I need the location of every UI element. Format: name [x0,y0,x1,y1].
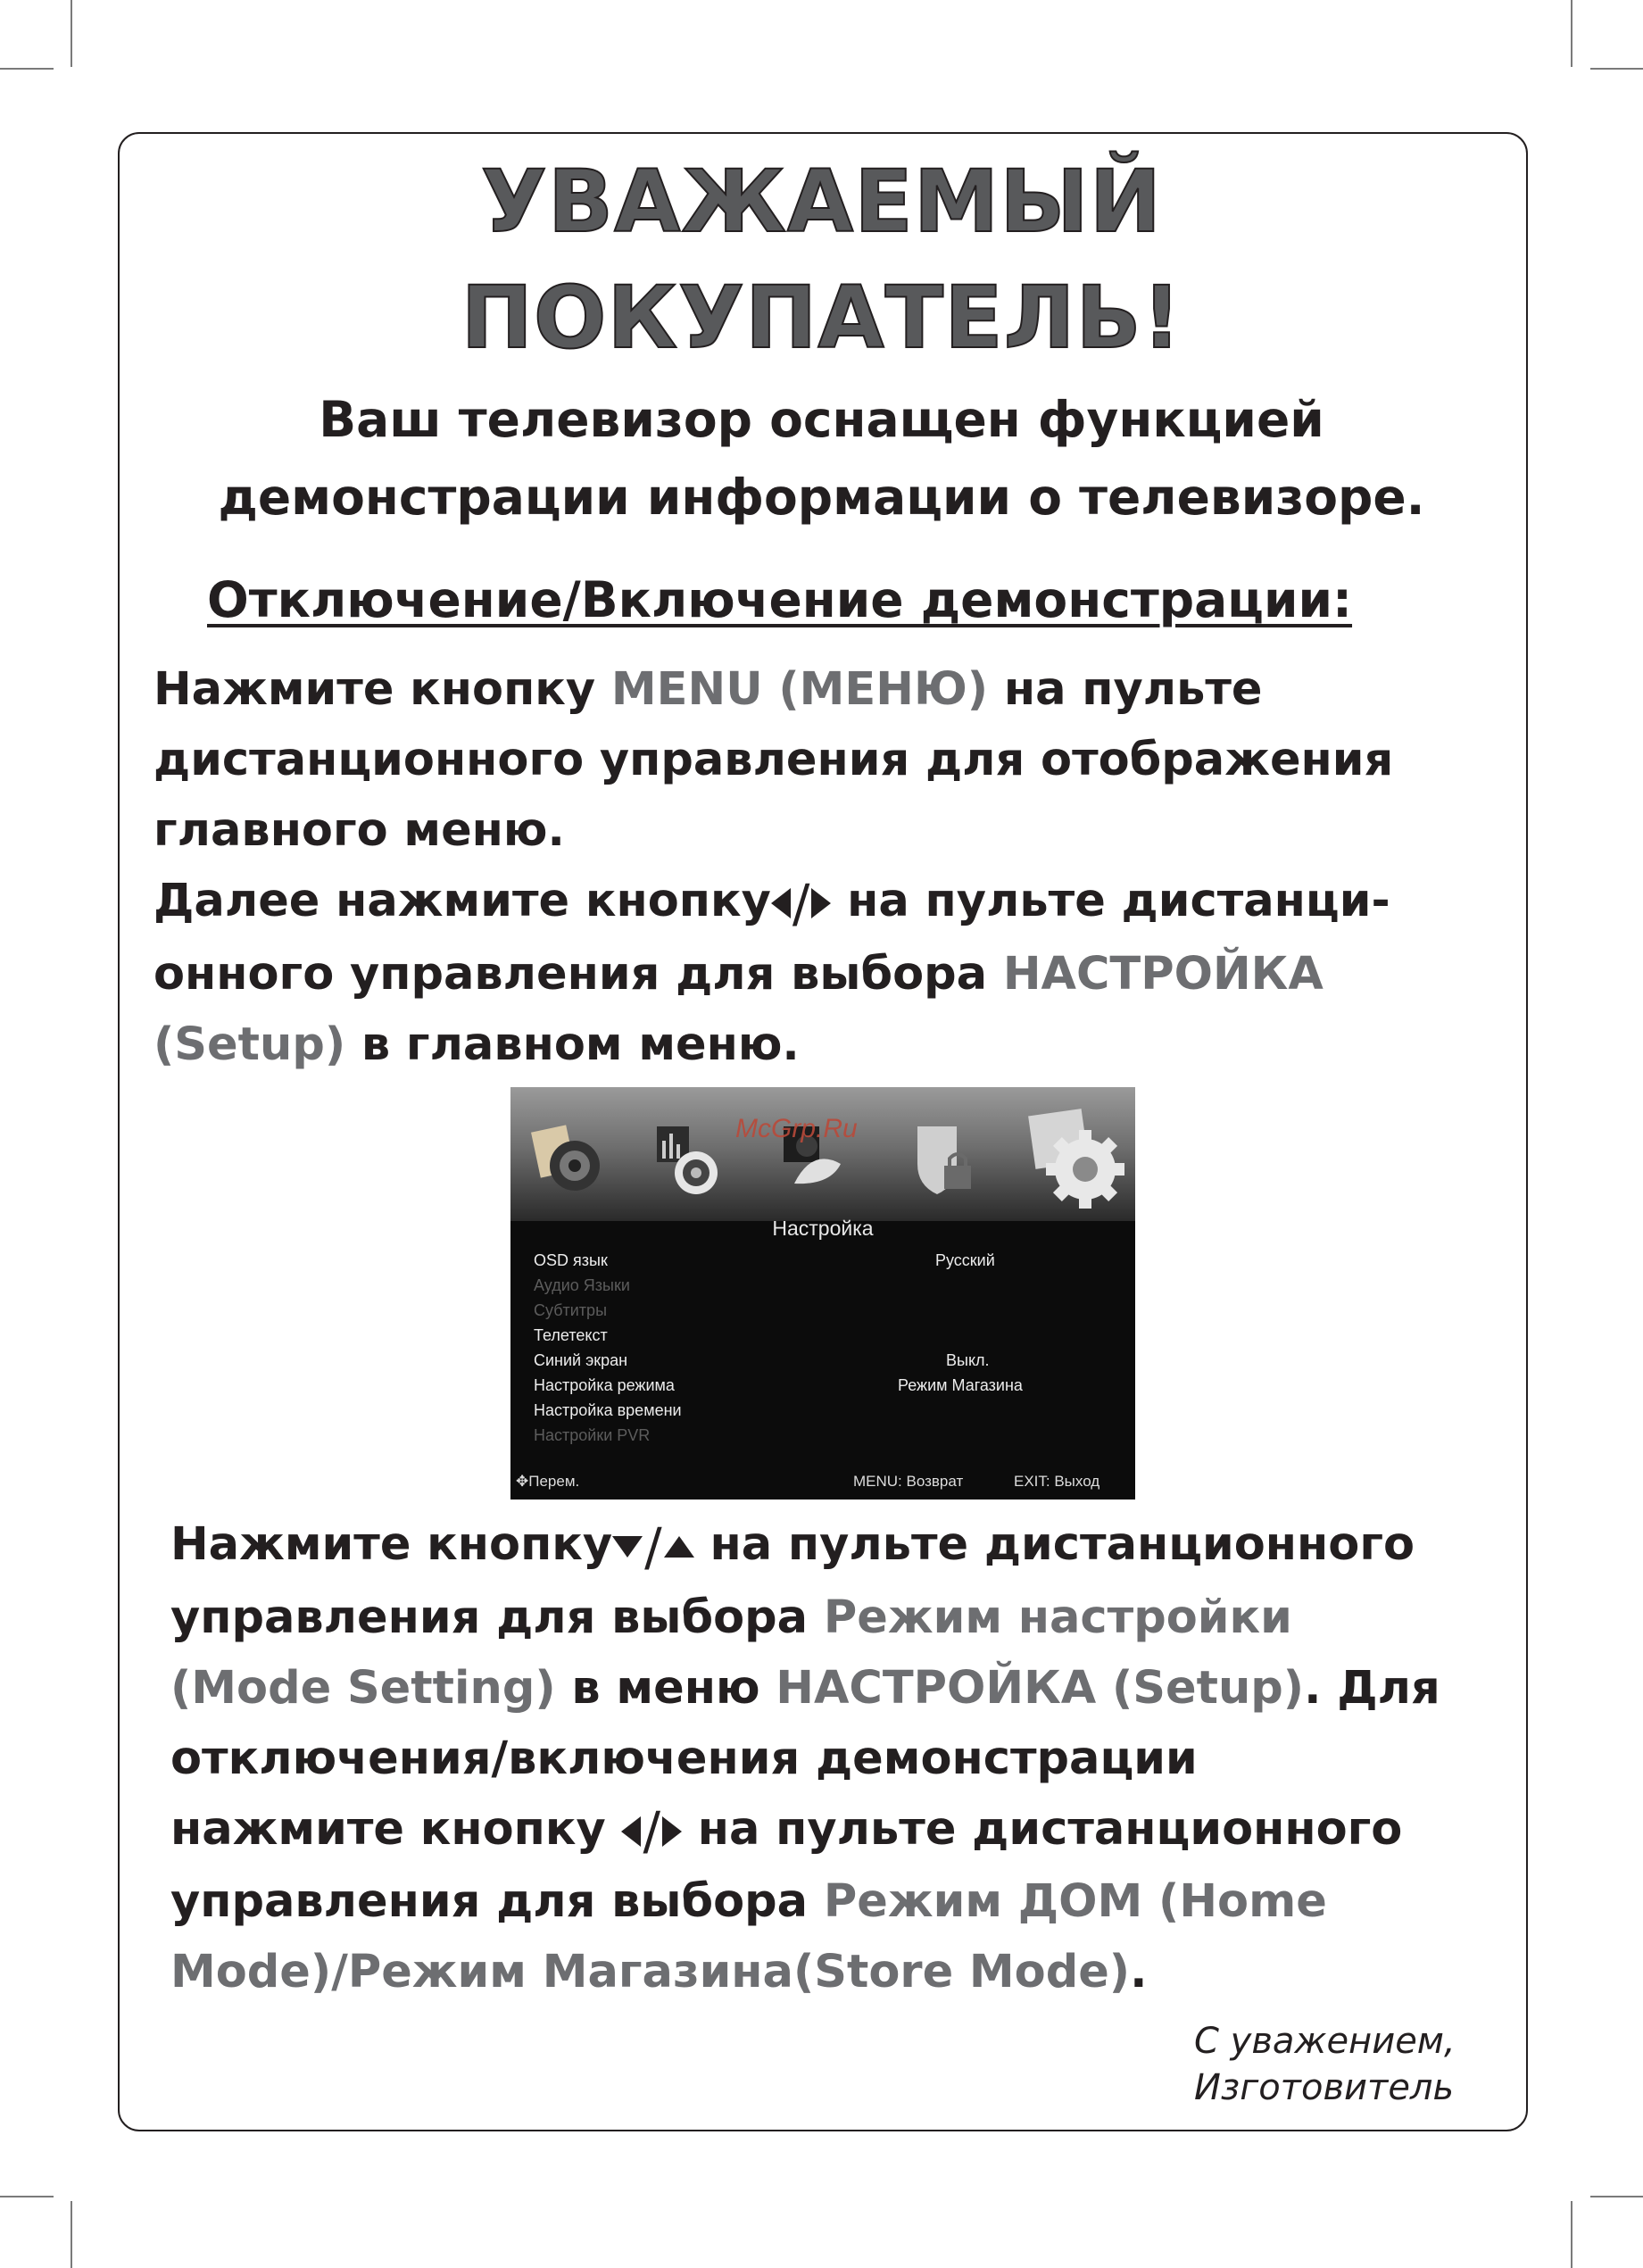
setup-highlight: НАСТРОЙКА (Setup) [776,1661,1305,1715]
section-heading: Отключение/Включение демонстрации: [207,571,1353,628]
tv-menu-item-subtitles: Субтитры [534,1301,608,1319]
setup-highlight: НАСТРОЙКА [1002,947,1324,1001]
text: Далее нажмите кнопку [154,875,771,927]
text: управления для выбора [170,1591,824,1644]
store-mode-highlight: Mode)/Режим Магазина(Store Mode) [170,1946,1131,1998]
text: онного управления для выбора [154,947,1003,1001]
tv-menu-item-pvr-settings: Настройки PVR [534,1426,651,1444]
step1-line [154,1009,1393,1080]
page-title-line1: УВАЖАЕМЫЙ [480,152,1163,252]
picture-icon [530,1121,607,1198]
arrow-right-icon [811,888,831,918]
tv-menu-value-osd-language: Русский [935,1251,995,1269]
text: на пульте дистанционного [693,1518,1415,1571]
tv-setup-menu-screenshot [510,1087,1135,1500]
crop-mark [71,0,72,67]
text: . [1130,1946,1148,1998]
tv-menu-title: Настройка [772,1217,874,1240]
crop-mark [71,2201,72,2268]
watermark: McGrp.Ru [735,1114,858,1143]
text: на пульте дистанционного [682,1802,1403,1856]
tv-menu-item-blue-screen[interactable]: Синий экран [534,1351,628,1369]
tv-menu-item-teletext[interactable]: Телетекст [534,1326,608,1344]
text: на пульте [988,663,1263,716]
tv-menu-item-mode-setting[interactable]: Настройка режима [534,1376,675,1394]
crop-mark [0,2196,54,2197]
crop-mark [1590,2196,1643,2197]
text: на пульте дистанци- [831,875,1390,927]
step2-line [170,1866,1440,1937]
text: Перем. [528,1473,580,1490]
mode-setting-highlight: Режим настройки [823,1591,1292,1644]
step1-line [154,866,1393,939]
mode-setting-highlight: (Mode Setting) [170,1661,556,1715]
text: в главном меню. [345,1018,800,1071]
crop-mark [1571,2201,1572,2268]
step2-line [170,1583,1440,1653]
arrow-up-icon [664,1536,694,1558]
slash-icon: / [792,872,810,934]
text: в меню [555,1661,776,1715]
step2-paragraph [170,1509,1440,2007]
step1-line: дистанционного управления для отображения [154,734,1394,786]
step1-line: главного меню. [154,804,565,857]
arrow-down-icon [612,1536,643,1558]
signature-line2: Изготовитель [1194,2067,1455,2108]
setup-highlight: (Setup) [154,1018,346,1071]
text: Нажмите кнопку [170,1518,613,1571]
signature-line1: С уважением, [1194,2021,1456,2062]
text: нажмите кнопку [170,1802,622,1856]
step1-line [154,939,1393,1009]
text: управления для выбора [170,1875,824,1928]
tv-footer-exit: EXIT: Выход [1014,1473,1100,1490]
step2-line [170,1509,1440,1583]
crop-mark [1571,0,1572,67]
step2-line [170,1653,1440,1724]
tv-footer-back: MENU: Возврат [853,1473,964,1490]
menu-key-highlight: MENU (МЕНЮ) [610,663,989,716]
arrow-left-icon [621,1816,641,1847]
page-title-line2: ПОКУПАТЕЛЬ! [461,268,1182,368]
intro-line1: Ваш телевизор оснащен функцией [319,391,1324,448]
text: Нажмите кнопку [154,663,611,716]
crop-mark [0,68,54,70]
step2-line [170,1794,1440,1867]
arrow-right-icon [662,1816,682,1847]
move-icon: ✥ [516,1473,529,1490]
arrow-left-icon [771,888,791,918]
tv-menu-value-blue-screen: Выкл. [946,1351,990,1369]
tv-footer-move [516,1473,579,1491]
lock-icon [905,1119,982,1200]
crop-mark [1590,68,1643,70]
home-mode-highlight: Режим ДОМ (Home [823,1875,1327,1928]
setup-gear-icon [1026,1107,1126,1212]
slash-icon: / [644,1516,662,1577]
tv-menu-item-time-setting[interactable]: Настройка времени [534,1401,682,1419]
slash-icon: / [643,1800,661,1861]
intro-line2: демонстрации информации о телевизоре. [218,469,1425,526]
tv-menu-item-audio-languages: Аудио Языки [534,1276,630,1294]
tv-menu-value-mode-setting: Режим Магазина [898,1376,1023,1394]
text: . Для [1304,1661,1440,1715]
step2-line [170,1937,1440,2007]
step1-paragraph [154,654,1393,1080]
tv-menu-item-osd-language[interactable]: OSD язык [534,1251,608,1269]
step1-line [154,654,1393,725]
sound-icon [653,1123,725,1198]
step2-line: отключения/включения демонстрации [170,1732,1198,1785]
